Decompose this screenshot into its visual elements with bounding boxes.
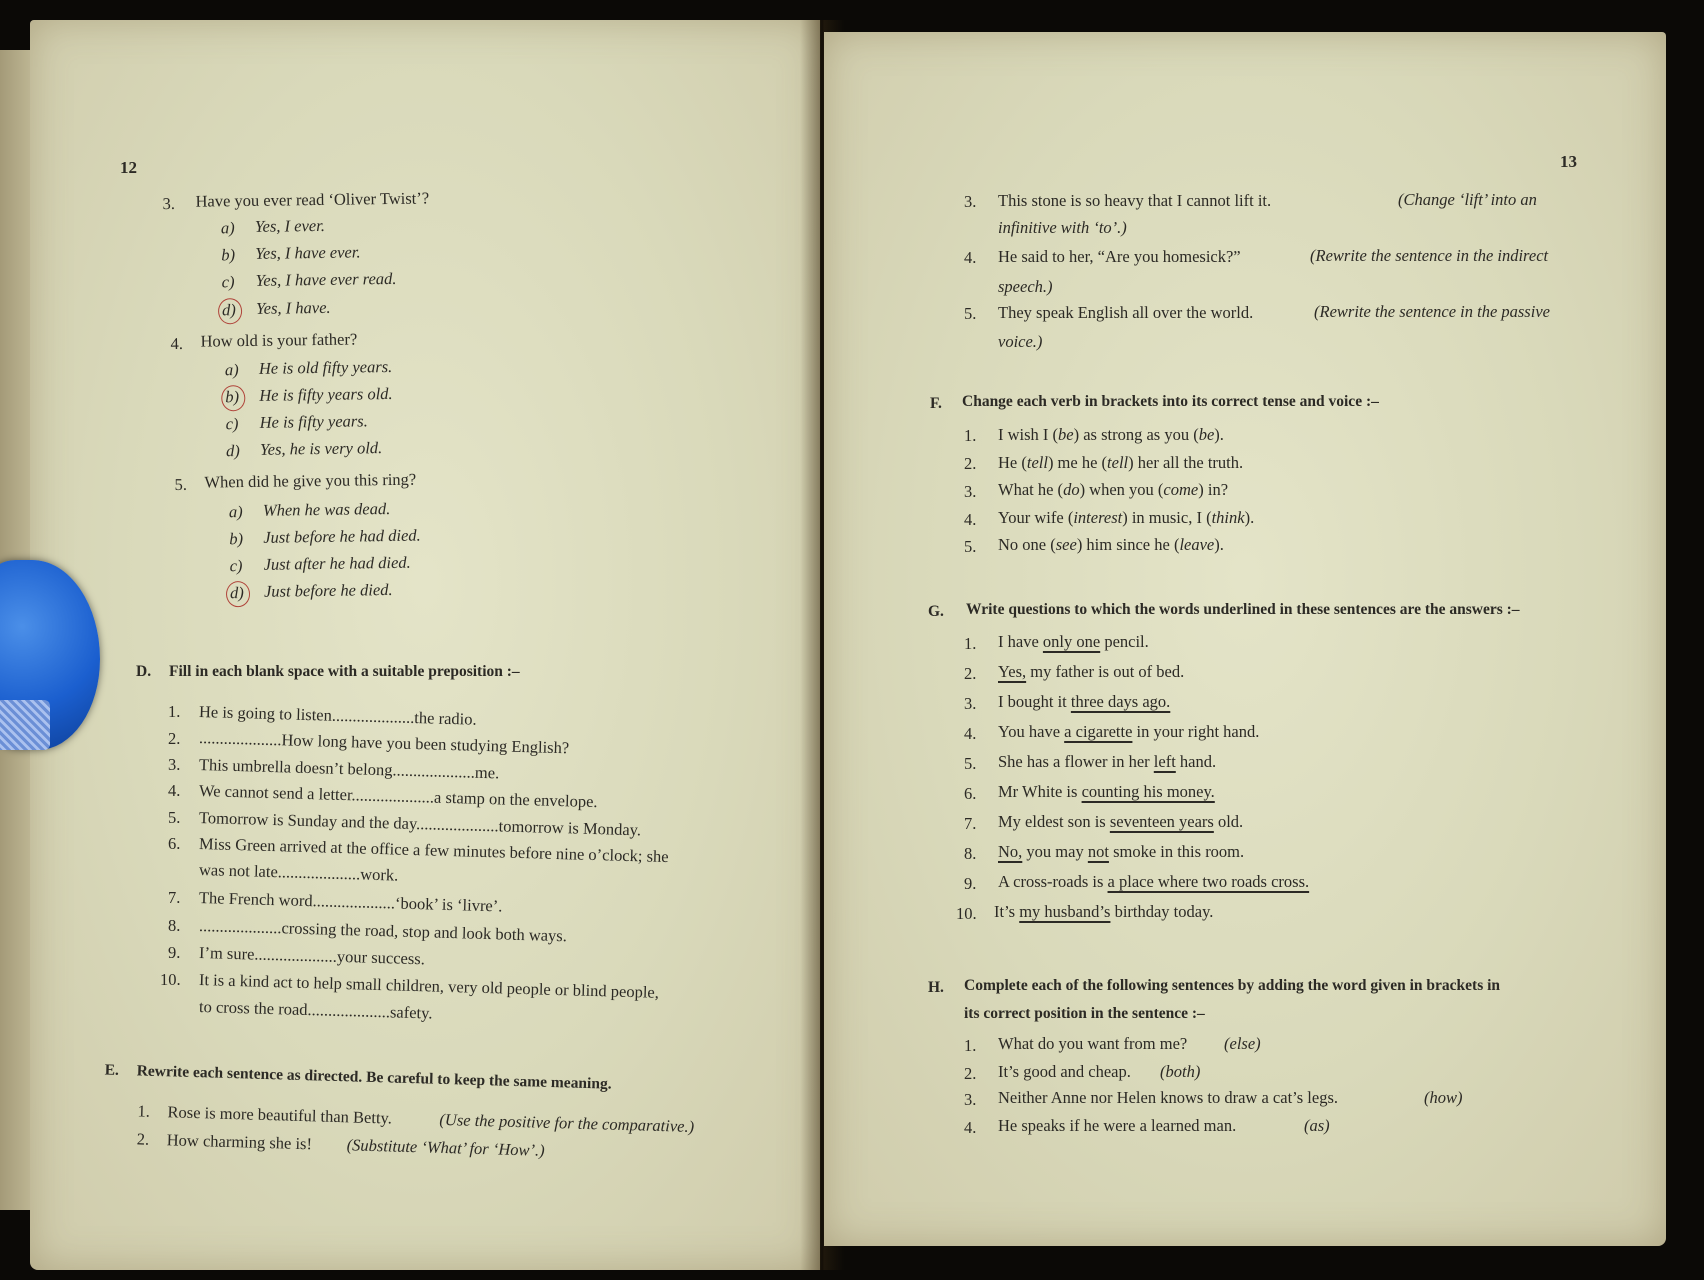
text-part: ).	[1214, 425, 1224, 444]
item-instruction: (Use the positive for the comparative.)	[439, 1109, 695, 1136]
verb: be	[1198, 425, 1215, 444]
item-instruction-continued: voice.)	[998, 332, 1043, 351]
item-instruction: (Rewrite the sentence in the passive	[1314, 302, 1550, 321]
item-number: 1.	[964, 634, 977, 653]
item-text: He said to her, “Are you homesick?”	[998, 247, 1241, 266]
item-text: Neither Anne nor Helen knows to draw a cat’s legs.	[998, 1088, 1338, 1107]
text-part: ).	[1214, 535, 1224, 554]
item-text: He speaks if he were a learned man.	[998, 1116, 1237, 1135]
item-number: 8.	[964, 844, 977, 863]
option-text: Just before he had died.	[263, 525, 421, 547]
item-instruction: (Rewrite the sentence in the indirect	[1310, 246, 1549, 265]
item-text-continued: was not late....................work.	[198, 860, 399, 885]
text-part: ) in music, I (	[1122, 508, 1212, 527]
option-letter: d)	[225, 441, 240, 461]
underlined-answer: a cigarette	[1064, 722, 1133, 741]
text-part: old.	[1213, 812, 1244, 831]
underlined-answer: left	[1153, 752, 1176, 771]
text-part: birthday today.	[1110, 902, 1214, 921]
option-text: Yes, he is very old.	[259, 438, 383, 459]
section-letter: G.	[928, 603, 944, 620]
item-text	[998, 722, 1259, 742]
text-part: pencil.	[1100, 632, 1149, 651]
text-part: What he (	[998, 480, 1064, 499]
text-part: My eldest son is	[998, 812, 1110, 831]
item-text	[998, 453, 1243, 473]
item-number: 2.	[964, 454, 977, 473]
underlined-answer: only one	[1042, 632, 1101, 651]
item-number: 6.	[964, 784, 977, 803]
item-number: 9.	[168, 943, 181, 962]
option-letter: a)	[220, 218, 235, 238]
option-text: When he was dead.	[262, 499, 391, 520]
option-text: He is fifty years.	[259, 411, 368, 432]
text-part: you may	[1022, 842, 1088, 861]
verb: come	[1163, 480, 1199, 499]
section-heading: Rewrite each sentence as directed. Be careful to keep the same meaning.	[136, 1062, 612, 1093]
item-text	[998, 480, 1228, 500]
text-part: ) me he (	[1047, 453, 1108, 472]
answer-circle-mark	[218, 298, 242, 324]
item-number: 4.	[964, 1118, 977, 1137]
item-text: They speak English all over the world.	[998, 303, 1254, 322]
item-text: Rose is more beautiful than Betty.	[167, 1102, 393, 1128]
bracket-word: (both)	[1160, 1062, 1201, 1081]
item-text: This umbrella doesn’t belong....................me.	[198, 755, 500, 783]
verb: be	[1058, 425, 1074, 444]
item-instruction: (Change ‘lift’ into an	[1398, 190, 1537, 209]
item-number: 3.	[964, 192, 977, 211]
item-text	[998, 692, 1170, 712]
text-part: I have	[998, 632, 1043, 651]
option-letter: b)	[229, 529, 244, 549]
text-part: It’s	[994, 902, 1020, 921]
item-number: 4.	[964, 510, 977, 529]
option-letter: c)	[221, 272, 235, 292]
item-number: 9.	[964, 874, 977, 893]
text-part: ) in?	[1198, 480, 1229, 499]
item-instruction: (Substitute ‘What’ for ‘How’.)	[346, 1135, 545, 1160]
underlined-answer: not	[1087, 842, 1109, 861]
item-text-continued: to cross the road....................safety.	[198, 997, 433, 1023]
underlined-answer: counting his money.	[1081, 782, 1215, 801]
item-number: 4.	[168, 781, 181, 800]
item-number: 10.	[956, 904, 977, 923]
text-part: ).	[1244, 508, 1255, 527]
item-text: I’m sure....................your success.	[198, 943, 426, 969]
text-part: I bought it	[998, 692, 1071, 711]
item-text	[998, 425, 1224, 445]
item-number: 3.	[168, 755, 181, 774]
item-text	[998, 535, 1224, 555]
answer-circle-mark	[221, 385, 245, 411]
item-text: He is going to listen....................the radio.	[198, 702, 477, 729]
item-text: The French word....................‘book’ is ‘livre’.	[198, 888, 503, 916]
text-part: ) her all the truth.	[1128, 453, 1244, 472]
item-number: 6.	[168, 834, 181, 853]
item-text	[998, 872, 1309, 892]
option-letter: a)	[228, 502, 243, 522]
item-text: It is a kind act to help small children, very old people or blind people,	[198, 970, 660, 1002]
section-heading: Change each verb in brackets into its correct tense and voice :–	[962, 393, 1379, 410]
section-letter: F.	[930, 395, 942, 412]
item-number: 4.	[964, 724, 977, 743]
verb: see	[1055, 535, 1077, 554]
verb: leave	[1179, 535, 1215, 554]
verb: tell	[1026, 453, 1048, 472]
underlined-answer: seventeen years	[1109, 812, 1214, 831]
option-letter: a)	[224, 360, 239, 380]
answer-circle-mark	[226, 581, 250, 607]
item-text: This stone is so heavy that I cannot lift it.	[998, 191, 1272, 210]
option-letter: c)	[225, 414, 239, 434]
item-number: 10.	[160, 970, 181, 989]
item-text: Tomorrow is Sunday and the day....................tomorrow is Monday.	[198, 808, 642, 840]
underlined-answer: Yes,	[998, 662, 1027, 681]
option-letter: b)	[225, 387, 240, 407]
question-text: Have you ever read ‘Oliver Twist’?	[195, 188, 430, 211]
item-text	[998, 782, 1215, 802]
item-number: 1.	[964, 1036, 977, 1055]
item-text	[998, 508, 1254, 528]
item-text	[998, 662, 1184, 682]
option-text: He is fifty years old.	[259, 383, 393, 405]
text-part: my father is out of bed.	[1026, 662, 1185, 681]
bracket-word: (how)	[1424, 1088, 1463, 1107]
item-number: 7.	[964, 814, 977, 833]
text-part: in your right hand.	[1132, 722, 1260, 741]
question-number: 4.	[170, 333, 184, 354]
option-letter: b)	[221, 245, 236, 265]
question-text: When did he give you this ring?	[204, 469, 417, 492]
verb: tell	[1107, 453, 1129, 472]
item-number: 2.	[136, 1129, 150, 1149]
underlined-answer: three days ago.	[1070, 692, 1171, 711]
option-text: He is old fifty years.	[258, 356, 393, 378]
text-part: A cross-roads is	[998, 872, 1108, 891]
option-letter: d)	[221, 300, 236, 320]
item-number: 3.	[964, 694, 977, 713]
item-number: 2.	[964, 1064, 977, 1083]
section-letter: D.	[136, 663, 152, 680]
item-number: 3.	[964, 482, 977, 501]
bracket-word: (else)	[1224, 1034, 1261, 1053]
clip-mesh-tab	[0, 700, 50, 750]
text-part: She has a flower in her	[998, 752, 1154, 771]
question-number: 5.	[174, 474, 188, 495]
text-part: ) when you (	[1079, 480, 1164, 499]
option-text: Yes, I ever.	[254, 215, 325, 236]
item-number: 1.	[168, 702, 181, 721]
item-text	[994, 902, 1213, 922]
bracket-word: (as)	[1304, 1116, 1330, 1135]
item-instruction-continued: speech.)	[998, 277, 1053, 296]
option-text: Yes, I have.	[255, 297, 331, 318]
section-heading: Fill in each blank space with a suitable preposition :–	[169, 663, 520, 680]
text-part: ) him since he (	[1076, 535, 1180, 554]
item-number: 5.	[964, 754, 977, 773]
item-text	[998, 842, 1244, 862]
page-number: 12	[120, 158, 137, 177]
verb: interest	[1073, 508, 1123, 527]
question-number: 3.	[162, 193, 176, 214]
verb: do	[1063, 480, 1080, 499]
item-number: 4.	[964, 248, 977, 267]
verb: think	[1211, 508, 1245, 527]
item-instruction-continued: infinitive with ‘to’.)	[998, 218, 1127, 237]
text-part: ) as strong as you (	[1073, 425, 1199, 444]
left-page	[30, 20, 820, 1270]
item-text	[998, 632, 1149, 652]
underlined-answer: a place where two roads cross.	[1107, 872, 1310, 891]
text-part: I wish I (	[998, 425, 1059, 444]
option-text: Just after he had died.	[263, 552, 411, 574]
option-text: Just before he died.	[263, 579, 393, 601]
section-letter: E.	[104, 1061, 120, 1079]
page-number: 13	[1560, 152, 1577, 171]
right-page	[824, 32, 1666, 1246]
item-text: Miss Green arrived at the office a few minutes before nine o’clock; she	[198, 834, 669, 867]
item-number: 5.	[964, 304, 977, 323]
text-part: No one (	[998, 535, 1056, 554]
question-text: How old is your father?	[200, 329, 358, 351]
item-number: 5.	[168, 808, 181, 827]
section-heading: Write questions to which the words underlined in these sentences are the answers :–	[966, 601, 1520, 618]
item-number: 5.	[964, 537, 977, 556]
item-text	[998, 752, 1216, 772]
item-number: 2.	[168, 729, 181, 748]
option-letter: c)	[229, 556, 243, 576]
section-heading: Complete each of the following sentences by adding the word given in brackets in	[964, 977, 1501, 994]
item-text: We cannot send a letter....................a stamp on the envelope.	[198, 781, 598, 812]
item-number: 8.	[168, 916, 181, 935]
item-text: ....................How long have you been studying English?	[198, 728, 570, 758]
text-part: You have	[998, 722, 1065, 741]
item-number: 1.	[137, 1101, 151, 1121]
item-text: How charming she is!	[166, 1130, 313, 1154]
text-part: hand.	[1175, 752, 1217, 771]
item-text: It’s good and cheap.	[998, 1062, 1131, 1081]
section-heading-continued: its correct position in the sentence :–	[964, 1005, 1205, 1022]
underlined-answer: No,	[998, 842, 1023, 861]
text-part: Mr White is	[998, 782, 1082, 801]
item-text	[998, 812, 1243, 832]
item-number: 7.	[168, 888, 181, 907]
item-text: ....................crossing the road, stop and look both ways.	[198, 916, 568, 946]
text-part: He (	[998, 453, 1027, 472]
text-part: smoke in this room.	[1108, 842, 1245, 861]
item-number: 2.	[964, 664, 977, 683]
underlined-answer: my husband’s	[1019, 902, 1111, 921]
text-part: Your wife (	[998, 508, 1074, 527]
item-text: What do you want from me?	[998, 1034, 1188, 1053]
option-text: Yes, I have ever read.	[255, 268, 397, 290]
item-number: 1.	[964, 426, 977, 445]
section-letter: H.	[928, 979, 944, 996]
option-text: Yes, I have ever.	[255, 242, 361, 263]
option-letter: d)	[229, 583, 244, 603]
item-number: 3.	[964, 1090, 977, 1109]
